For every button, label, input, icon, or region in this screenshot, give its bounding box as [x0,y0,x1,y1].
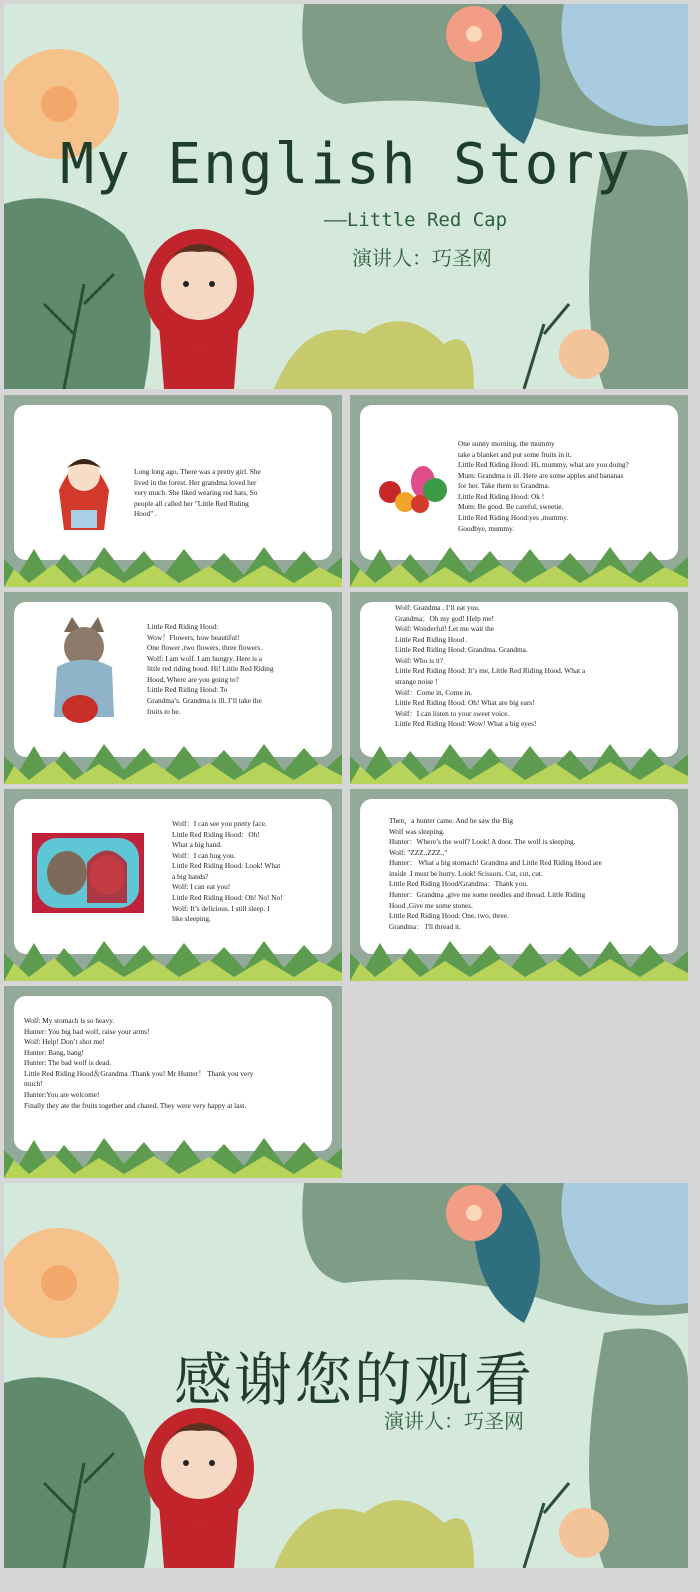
red-cap-girl-image [49,440,119,540]
cover-slide [4,4,688,389]
story-text: Wolf: My stomach is so heavy. Hunter: You big bad wolf, raise your arms! Wolf: Help! Don’t shot me! Hunter: Bang, bang! Hunter: The bad wolf is dead. Little Red Riding Hood＆Grandma :Thank you! Mr Hunter！ Thank you very much! Hunter:You are welcome! Finally they ate the fruits together and chated, They were very happy at last. [24,1016,254,1110]
grass-decoration [4,539,342,587]
story-slide-7 [4,986,342,1178]
ending-presenter: 演讲人：巧圣网 [384,1409,524,1433]
thanks-title: 感谢您的观看 [174,1346,535,1414]
fruits-image [375,460,450,520]
story-slide-1 [4,395,342,587]
story-text: Wolf: Grandma , I’ll eat you. Grandma：Oh my god! Help me! Wolf: Wonderful! Let me wait the Little Red Riding Hood . Little Red Riding Hood: Grandma. Grandma. Wolf: Who is it? Little Red Riding Hood: It’s me, Little Red Riding Hood. What a strange noise ! Wolf：Come in, Come in. Little Red Riding Hood: Oh! What are big ears! Wolf：I can listen to your sweet voice. Little Red Riding Hood: Wow! What a big eyes! [395,603,586,729]
cover-subtitle: ——Little Red Cap [324,209,508,231]
story-slide-2 [350,395,688,587]
grass-decoration [350,539,688,587]
grass-decoration [350,736,688,784]
grass-decoration [350,933,688,981]
story-text: One sunny morning, the mummy take a blanket and put some fruits in it. Little Red Riding Hood: Hi, mummy, what are you doing? Mum: Grandma is ill. Here are some apples and bananas for her. Take them to Grandma. Little Red Riding Hood: Ok ! Mum: Be good. Be careful, sweetie. Little Red Riding Hood:yes ,mummy. Goodbye, mummy. [458,439,629,533]
grass-decoration [4,736,342,784]
story-slide-5 [4,789,342,981]
story-text: Long long ago, There was a pretty girl. She lived in the forest. Her grandma loved her very much. She liked wearing red hats, So people all called her "Little Red Riding Hood" . [134,467,261,519]
wolf-grandma-image [42,617,122,737]
story-slide-6 [350,789,688,981]
story-text: Then，a hunter came. And he saw the Big Wolf was sleeping. Hunter：Where’s the wolf? Look! A door. The wolf is sleeping. Wolf: "ZZZ.,ZZZ.," Hunter： What a big stomach! Grandma and Little Red Riding Hood are inside .I must be hurry. Look! Scissors. Cut, cut, cut. Little Red Riding Hood/Grandma：Thank you. Hunter：Grandma ,give me some needles and thread. Little Riding Hood ,Give me some stones. Little Red Riding Hood: One, two, three. Grandma： I'll thread it. [389,816,602,931]
story-slide-3 [4,592,342,784]
grass-decoration [4,933,342,981]
ending-slide [4,1183,688,1568]
wolf-and-girl-image [32,833,144,913]
story-text: Little Red Riding Hood: Wow！Flowers, how beautiful! One flower ,two flowers, three flowers. Wolf: I am wolf. I am hungry. Here is a little red riding hood. Hi! Little Red Riding Hood, Where are you going to? Little Red Riding Hood: To Grandma’s. Grandma is ill. I’ll take the fruits to he. [147,622,274,716]
story-slide-4 [350,592,688,784]
cover-title: My English Story [60,132,632,197]
story-text: Wolf：I can see you pretty face. Little Red Riding Hood：Oh! What a big hand. Wolf：I can hug you. Little Red Riding Hood: Look! What a big hands? Wolf: I can eat you! Little Red Riding Hood: Oh! No! No! Wolf: It’s delicious. I still sleep. I like sleeping. [172,819,283,924]
grass-decoration [4,1130,342,1178]
cover-presenter: 演讲人：巧圣网 [352,246,492,270]
